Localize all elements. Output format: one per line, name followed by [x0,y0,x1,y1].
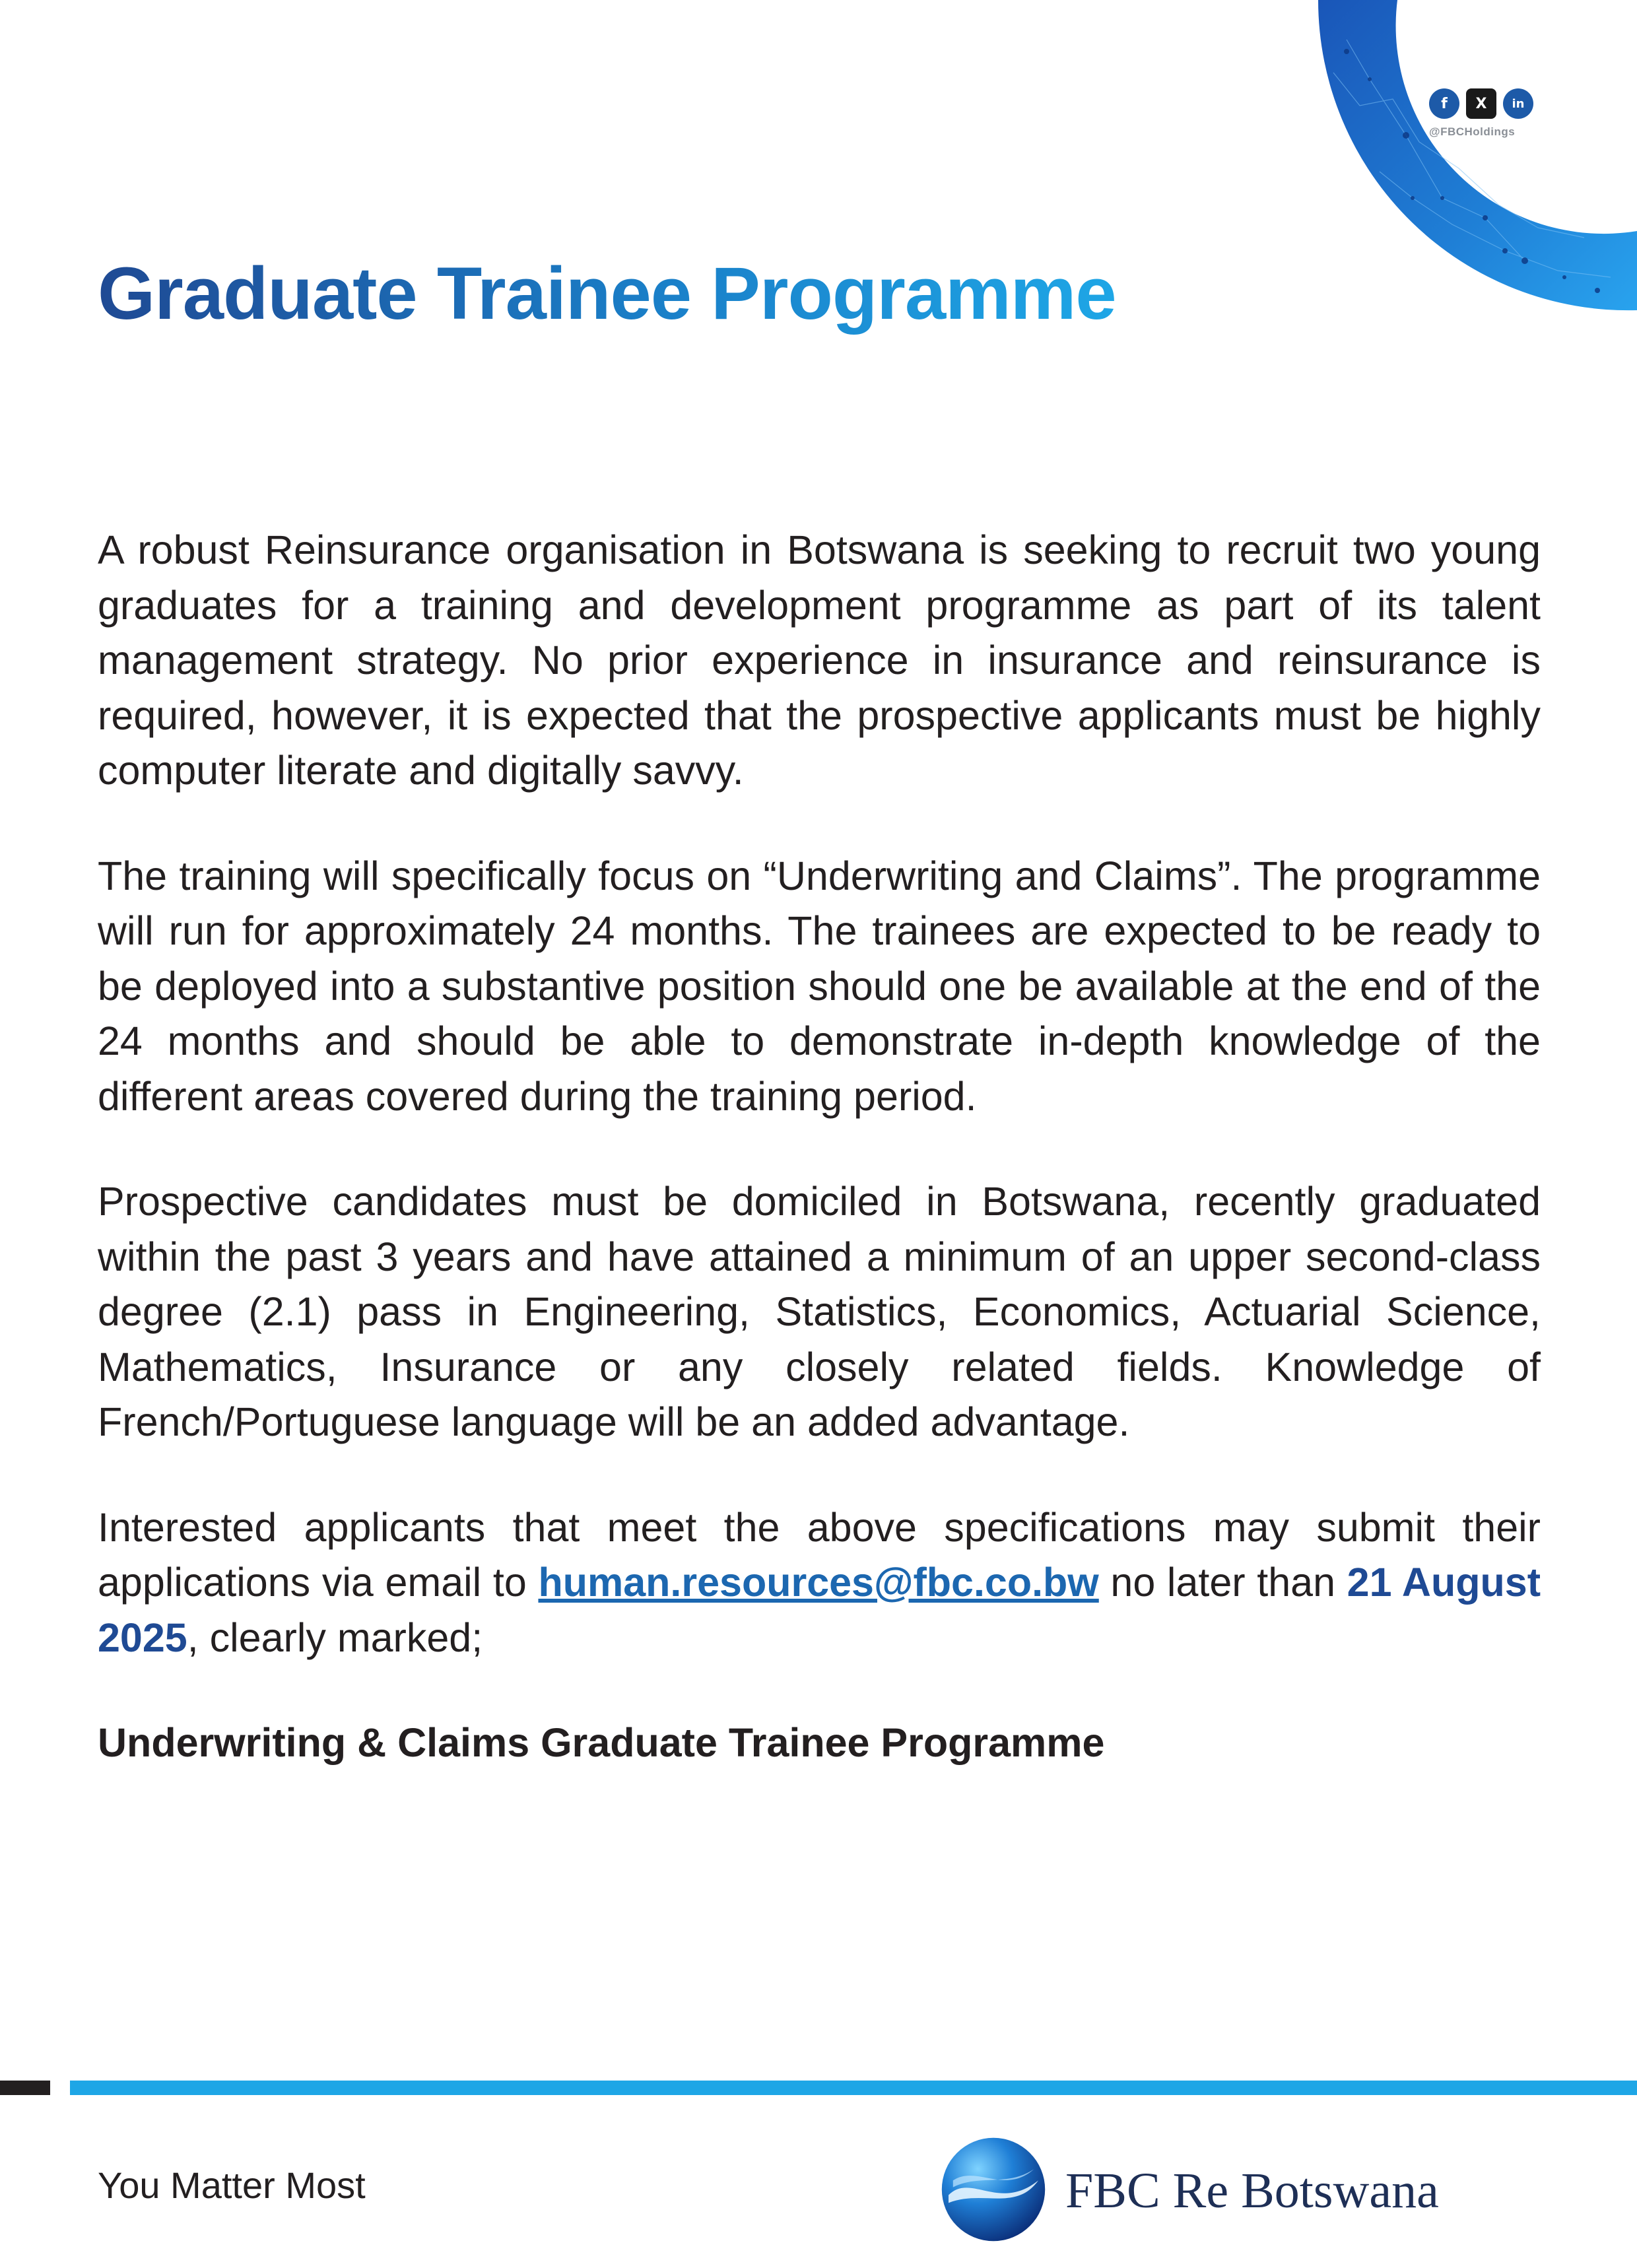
facebook-icon[interactable]: f [1429,88,1459,119]
footer-divider-dark [0,2081,50,2095]
brand-name: FBC Re Botswana [1065,2163,1439,2218]
social-links [1429,88,1533,119]
application-text-start: Interested applicants that meet the above specifications may submit their applications via email to [98,1504,1541,1605]
subject-line: Underwriting & Claims Graduate Trainee Programme [98,1720,1105,1765]
corner-ring-graphic [1307,0,1637,317]
social-handle: @FBCHoldings [1429,125,1516,138]
requirements-paragraph: Prospective candidates must be domiciled in Botswana, recently graduated within the past 3 years and have attained a minimum of an upper second-class degree (2.1) pass in Engineering, Statistics, Economics, Actuarial Science, Mathematics, Insurance or any closely related fields. Knowledge of French/Portuguese language will be an added advantage. [98,1179,1541,1444]
advert-body [98,523,1541,1821]
deadline-date: 21 August 2025 [98,1560,1541,1660]
x-twitter-icon[interactable]: X [1466,88,1496,119]
footer-tagline: You Matter Most [98,2164,366,2206]
application-text-middle: no later than [1098,1560,1347,1605]
email-link[interactable]: human.resources@fbc.co.bw [538,1560,1099,1605]
footer-divider-blue [70,2081,1637,2095]
application-paragraph [98,1500,1541,1666]
application-text-end: , clearly marked; [187,1615,483,1660]
intro-paragraph: A robust Reinsurance organisation in Botswana is seeking to recruit two young graduates for a training and development programme as part of its talent management strategy. No prior experience in insurance and reinsurance is required, however, it is expected that the prospective applicants must be highly computer literate and digitally savvy. [98,527,1541,793]
fbc-logo-icon [937,2133,1050,2246]
page-title: Graduate Trainee Programme [98,252,1116,335]
linkedin-icon[interactable]: in [1503,88,1533,119]
training-paragraph: The training will specifically focus on “Underwriting and Claims”. The programme will run for approximately 24 months. The trainees are expected to be ready to be deployed into a substantive position should one be available at the end of the 24 months and should be able to demonstrate in-depth knowledge of the different areas covered during the training period. [98,853,1541,1119]
